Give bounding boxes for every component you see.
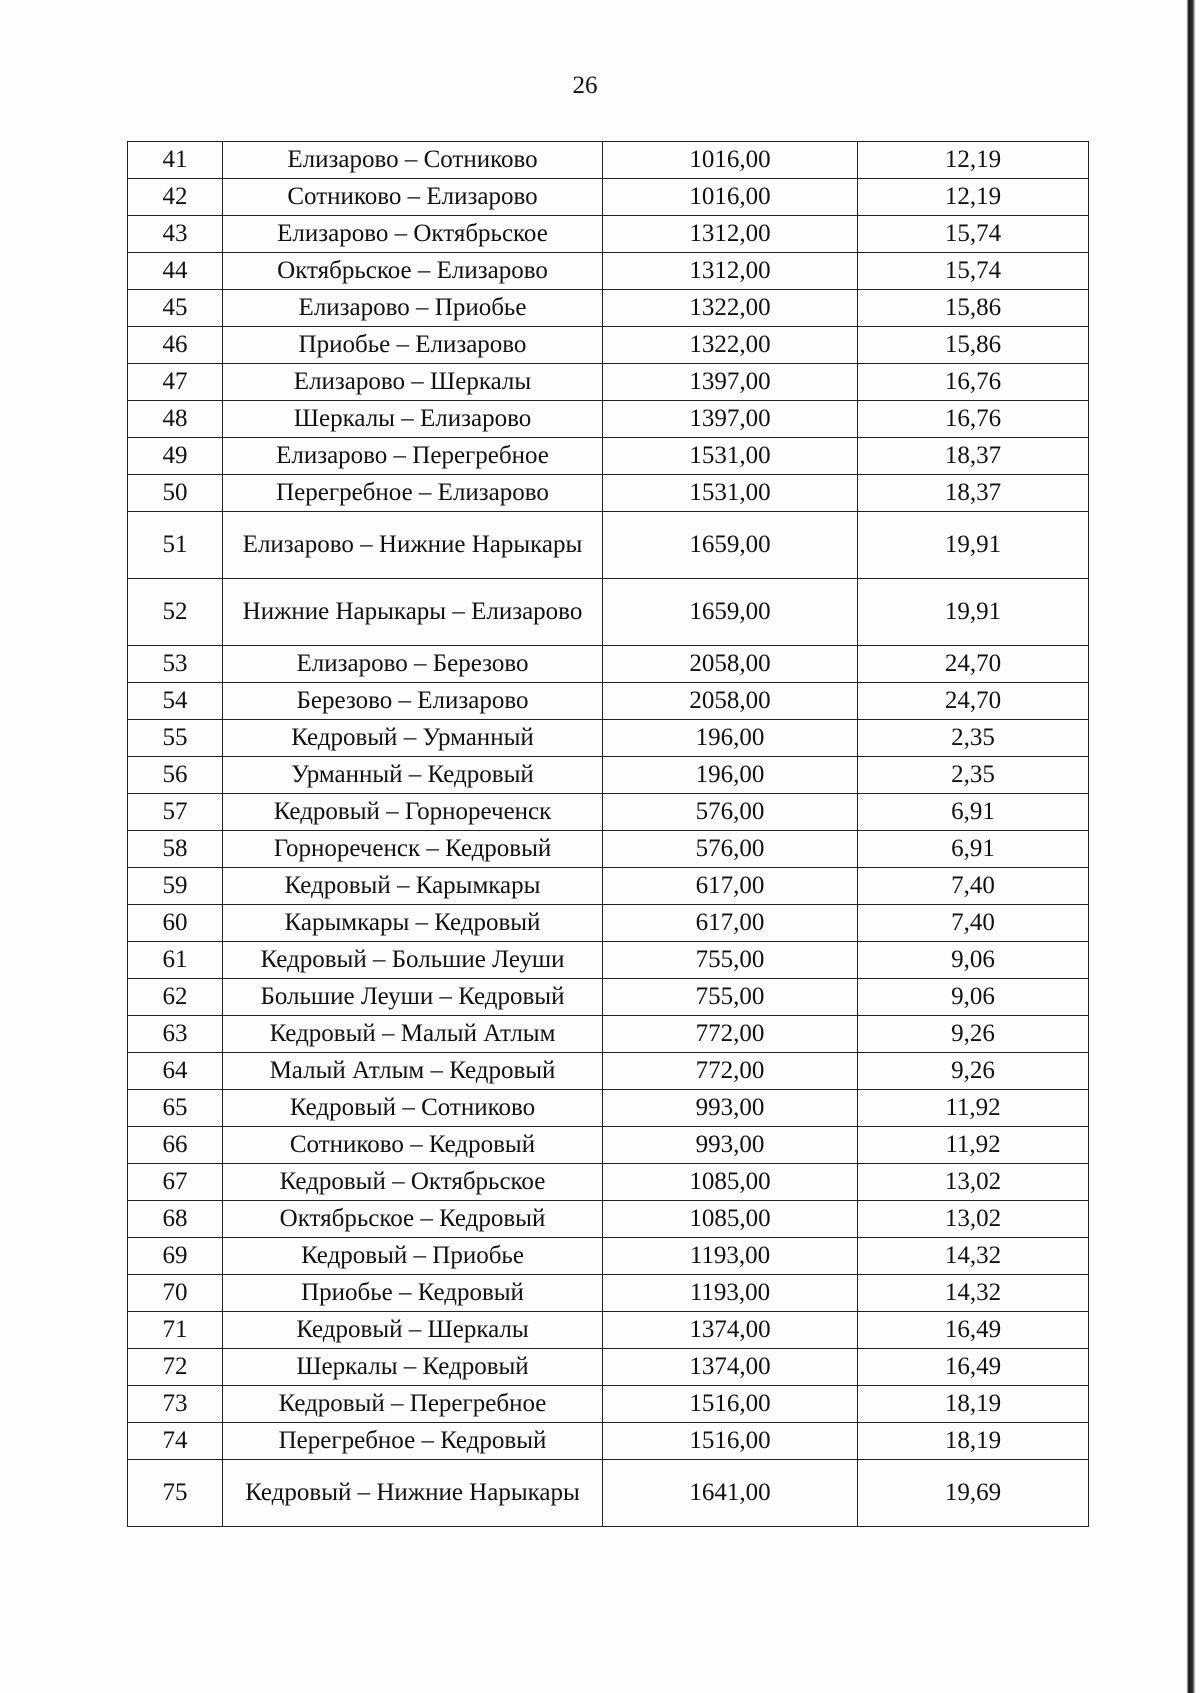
- route-cell: Елизарово – Перегребное: [223, 438, 603, 475]
- route-cell: Елизарово – Нижние Нарыкары: [223, 512, 603, 579]
- table-row: [128, 1090, 1089, 1127]
- price-cell: 2058,00: [603, 683, 858, 720]
- value-cell: 19,69: [858, 1460, 1089, 1527]
- value-cell: 12,19: [858, 142, 1089, 179]
- price-cell: 1516,00: [603, 1423, 858, 1460]
- table-row: [128, 868, 1089, 905]
- route-cell: Карымкары – Кедровый: [223, 905, 603, 942]
- price-cell: 772,00: [603, 1016, 858, 1053]
- route-cell: Перегребное – Елизарово: [223, 475, 603, 512]
- route-cell: Березово – Елизарово: [223, 683, 603, 720]
- value-cell: 9,06: [858, 979, 1089, 1016]
- route-cell: Октябрьское – Елизарово: [223, 253, 603, 290]
- price-cell: 993,00: [603, 1127, 858, 1164]
- route-cell: Перегребное – Кедровый: [223, 1423, 603, 1460]
- table-row: [128, 1201, 1089, 1238]
- row-number-cell: 44: [128, 253, 223, 290]
- price-cell: 1397,00: [603, 364, 858, 401]
- row-number-cell: 54: [128, 683, 223, 720]
- table-row: [128, 1460, 1089, 1527]
- table-row: [128, 1053, 1089, 1090]
- table-row: [128, 216, 1089, 253]
- table-row: [128, 1164, 1089, 1201]
- table-row: [128, 942, 1089, 979]
- route-cell: Октябрьское – Кедровый: [223, 1201, 603, 1238]
- row-number-cell: 69: [128, 1238, 223, 1275]
- route-cell: Кедровый – Нижние Нарыкары: [223, 1460, 603, 1527]
- fare-table-body: [128, 142, 1089, 1527]
- row-number-cell: 74: [128, 1423, 223, 1460]
- table-row: [128, 579, 1089, 646]
- table-row: [128, 438, 1089, 475]
- row-number-cell: 70: [128, 1275, 223, 1312]
- price-cell: 576,00: [603, 831, 858, 868]
- table-row: [128, 757, 1089, 794]
- table-row: [128, 253, 1089, 290]
- route-cell: Кедровый – Шеркалы: [223, 1312, 603, 1349]
- value-cell: 6,91: [858, 831, 1089, 868]
- price-cell: 576,00: [603, 794, 858, 831]
- value-cell: 6,91: [858, 794, 1089, 831]
- price-cell: 1322,00: [603, 290, 858, 327]
- route-cell: Кедровый – Карымкары: [223, 868, 603, 905]
- route-cell: Елизарово – Приобье: [223, 290, 603, 327]
- table-row: [128, 1127, 1089, 1164]
- value-cell: 15,74: [858, 253, 1089, 290]
- route-cell: Шеркалы – Елизарово: [223, 401, 603, 438]
- value-cell: 16,76: [858, 401, 1089, 438]
- value-cell: 18,19: [858, 1423, 1089, 1460]
- table-row: [128, 646, 1089, 683]
- route-cell: Елизарово – Шеркалы: [223, 364, 603, 401]
- route-cell: Большие Леуши – Кедровый: [223, 979, 603, 1016]
- row-number-cell: 52: [128, 579, 223, 646]
- table-row: [128, 475, 1089, 512]
- table-row: [128, 1349, 1089, 1386]
- route-cell: Сотниково – Кедровый: [223, 1127, 603, 1164]
- row-number-cell: 48: [128, 401, 223, 438]
- price-cell: 993,00: [603, 1090, 858, 1127]
- row-number-cell: 59: [128, 868, 223, 905]
- row-number-cell: 57: [128, 794, 223, 831]
- table-row: [128, 905, 1089, 942]
- price-cell: 755,00: [603, 979, 858, 1016]
- price-cell: 1193,00: [603, 1238, 858, 1275]
- table-row: [128, 720, 1089, 757]
- value-cell: 14,32: [858, 1275, 1089, 1312]
- route-cell: Сотниково – Елизарово: [223, 179, 603, 216]
- row-number-cell: 42: [128, 179, 223, 216]
- value-cell: 11,92: [858, 1127, 1089, 1164]
- value-cell: 16,49: [858, 1312, 1089, 1349]
- scan-edge-shadow: [1170, 0, 1200, 1693]
- row-number-cell: 55: [128, 720, 223, 757]
- row-number-cell: 62: [128, 979, 223, 1016]
- price-cell: 196,00: [603, 720, 858, 757]
- price-cell: 1374,00: [603, 1349, 858, 1386]
- price-cell: 1193,00: [603, 1275, 858, 1312]
- route-cell: Приобье – Кедровый: [223, 1275, 603, 1312]
- value-cell: 9,26: [858, 1053, 1089, 1090]
- value-cell: 18,37: [858, 438, 1089, 475]
- row-number-cell: 66: [128, 1127, 223, 1164]
- route-cell: Урманный – Кедровый: [223, 757, 603, 794]
- table-row: [128, 512, 1089, 579]
- table-row: [128, 683, 1089, 720]
- value-cell: 19,91: [858, 512, 1089, 579]
- value-cell: 18,19: [858, 1386, 1089, 1423]
- route-cell: Кедровый – Горнореченск: [223, 794, 603, 831]
- value-cell: 19,91: [858, 579, 1089, 646]
- table-row: [128, 1423, 1089, 1460]
- route-cell: Горнореченск – Кедровый: [223, 831, 603, 868]
- table-row: [128, 794, 1089, 831]
- row-number-cell: 43: [128, 216, 223, 253]
- row-number-cell: 73: [128, 1386, 223, 1423]
- row-number-cell: 58: [128, 831, 223, 868]
- row-number-cell: 65: [128, 1090, 223, 1127]
- table-row: [128, 1275, 1089, 1312]
- row-number-cell: 64: [128, 1053, 223, 1090]
- row-number-cell: 53: [128, 646, 223, 683]
- price-cell: 772,00: [603, 1053, 858, 1090]
- table-row: [128, 327, 1089, 364]
- value-cell: 24,70: [858, 683, 1089, 720]
- row-number-cell: 63: [128, 1016, 223, 1053]
- row-number-cell: 46: [128, 327, 223, 364]
- value-cell: 13,02: [858, 1164, 1089, 1201]
- price-cell: 1322,00: [603, 327, 858, 364]
- price-cell: 617,00: [603, 905, 858, 942]
- value-cell: 14,32: [858, 1238, 1089, 1275]
- route-cell: Кедровый – Сотниково: [223, 1090, 603, 1127]
- value-cell: 15,86: [858, 290, 1089, 327]
- value-cell: 15,74: [858, 216, 1089, 253]
- route-cell: Кедровый – Перегребное: [223, 1386, 603, 1423]
- price-cell: 2058,00: [603, 646, 858, 683]
- value-cell: 9,06: [858, 942, 1089, 979]
- price-cell: 1641,00: [603, 1460, 858, 1527]
- row-number-cell: 75: [128, 1460, 223, 1527]
- fare-table: [127, 141, 1089, 1527]
- route-cell: Елизарово – Сотниково: [223, 142, 603, 179]
- price-cell: 1659,00: [603, 579, 858, 646]
- row-number-cell: 49: [128, 438, 223, 475]
- value-cell: 11,92: [858, 1090, 1089, 1127]
- price-cell: 1397,00: [603, 401, 858, 438]
- value-cell: 9,26: [858, 1016, 1089, 1053]
- value-cell: 15,86: [858, 327, 1089, 364]
- price-cell: 1085,00: [603, 1164, 858, 1201]
- price-cell: 1659,00: [603, 512, 858, 579]
- price-cell: 1531,00: [603, 438, 858, 475]
- price-cell: 755,00: [603, 942, 858, 979]
- row-number-cell: 60: [128, 905, 223, 942]
- value-cell: 12,19: [858, 179, 1089, 216]
- value-cell: 7,40: [858, 868, 1089, 905]
- table-row: [128, 1386, 1089, 1423]
- price-cell: 1312,00: [603, 216, 858, 253]
- table-row: [128, 364, 1089, 401]
- price-cell: 1531,00: [603, 475, 858, 512]
- route-cell: Кедровый – Урманный: [223, 720, 603, 757]
- table-row: [128, 1238, 1089, 1275]
- row-number-cell: 71: [128, 1312, 223, 1349]
- row-number-cell: 61: [128, 942, 223, 979]
- route-cell: Шеркалы – Кедровый: [223, 1349, 603, 1386]
- table-row: [128, 831, 1089, 868]
- value-cell: 7,40: [858, 905, 1089, 942]
- value-cell: 16,76: [858, 364, 1089, 401]
- table-row: [128, 1312, 1089, 1349]
- value-cell: 13,02: [858, 1201, 1089, 1238]
- value-cell: 18,37: [858, 475, 1089, 512]
- value-cell: 2,35: [858, 720, 1089, 757]
- route-cell: Елизарово – Октябрьское: [223, 216, 603, 253]
- table-row: [128, 401, 1089, 438]
- row-number-cell: 45: [128, 290, 223, 327]
- table-row: [128, 290, 1089, 327]
- table-row: [128, 179, 1089, 216]
- price-cell: 1085,00: [603, 1201, 858, 1238]
- route-cell: Малый Атлым – Кедровый: [223, 1053, 603, 1090]
- row-number-cell: 47: [128, 364, 223, 401]
- row-number-cell: 56: [128, 757, 223, 794]
- price-cell: 1016,00: [603, 179, 858, 216]
- price-cell: 1516,00: [603, 1386, 858, 1423]
- row-number-cell: 68: [128, 1201, 223, 1238]
- price-cell: 617,00: [603, 868, 858, 905]
- route-cell: Кедровый – Большие Леуши: [223, 942, 603, 979]
- table-row: [128, 142, 1089, 179]
- row-number-cell: 50: [128, 475, 223, 512]
- table-row: [128, 1016, 1089, 1053]
- value-cell: 16,49: [858, 1349, 1089, 1386]
- route-cell: Нижние Нарыкары – Елизарово: [223, 579, 603, 646]
- table-row: [128, 979, 1089, 1016]
- value-cell: 2,35: [858, 757, 1089, 794]
- row-number-cell: 41: [128, 142, 223, 179]
- price-cell: 1374,00: [603, 1312, 858, 1349]
- route-cell: Кедровый – Малый Атлым: [223, 1016, 603, 1053]
- route-cell: Елизарово – Березово: [223, 646, 603, 683]
- value-cell: 24,70: [858, 646, 1089, 683]
- price-cell: 1016,00: [603, 142, 858, 179]
- route-cell: Приобье – Елизарово: [223, 327, 603, 364]
- price-cell: 196,00: [603, 757, 858, 794]
- route-cell: Кедровый – Приобье: [223, 1238, 603, 1275]
- row-number-cell: 72: [128, 1349, 223, 1386]
- page-number: 26: [572, 72, 598, 99]
- route-cell: Кедровый – Октябрьское: [223, 1164, 603, 1201]
- price-cell: 1312,00: [603, 253, 858, 290]
- row-number-cell: 67: [128, 1164, 223, 1201]
- row-number-cell: 51: [128, 512, 223, 579]
